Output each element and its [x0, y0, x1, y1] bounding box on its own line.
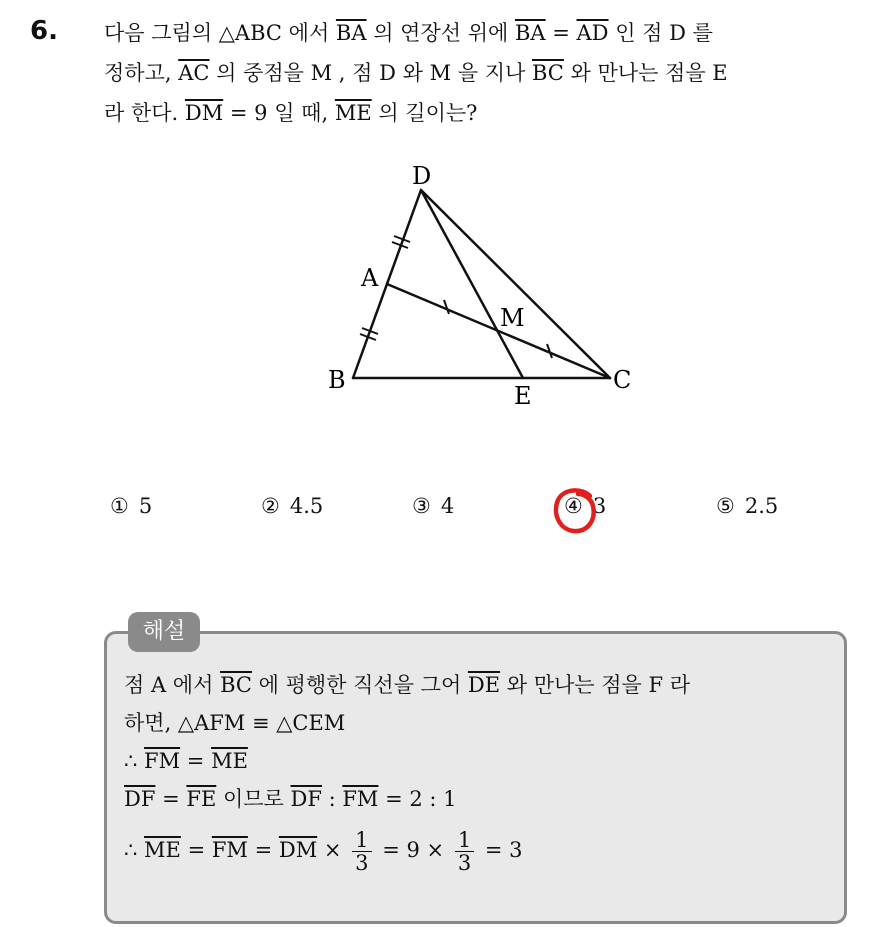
label-e: E	[514, 382, 532, 410]
question-number: 6.	[30, 16, 58, 46]
choice-5-number: ⑤	[716, 494, 735, 518]
s4-segment-fe: $\overline{FE}$	[186, 787, 217, 811]
s1-segment-bc: $\overline{BC}$	[220, 673, 252, 697]
segment-ad: $\overline{AD}$	[576, 21, 609, 45]
q1-text-a: 다음 그림의 △ABC 에서	[104, 21, 336, 45]
label-b: B	[328, 366, 346, 394]
segment-ba-2: $\overline{BA}$	[514, 21, 546, 45]
s4-segment-fm: $\overline{FM}$	[342, 787, 379, 811]
q2-text-a: 정하고,	[104, 61, 179, 85]
s3-segment-fm: $\overline{FM}$	[144, 749, 181, 773]
s1-b: 에 평행한 직선을 그어	[251, 673, 468, 697]
choice-4-number: ④	[564, 494, 583, 518]
q3-text-a: 라 한다.	[104, 101, 185, 125]
answer-circle-mark	[552, 486, 600, 536]
q3-text-b: = 9 일 때,	[223, 101, 335, 125]
fraction-one-third	[352, 829, 371, 874]
solution-line-3	[124, 744, 834, 782]
solution-line-5	[124, 820, 834, 880]
question-line-1	[104, 16, 864, 56]
solution-label: 해설	[128, 612, 200, 652]
s4-a: =	[155, 787, 187, 811]
solution-text	[124, 668, 834, 880]
choice-4-value: 3	[592, 494, 607, 518]
s1-a: 점 A 에서	[124, 673, 221, 697]
solution-line-1	[124, 668, 834, 706]
s3-a: ∴	[124, 749, 145, 773]
s3-b: =	[180, 749, 212, 773]
q1-text-c: =	[545, 21, 577, 45]
s4-segment-df: $\overline{DF}$	[124, 787, 156, 811]
choice-2-value: 4.5	[289, 494, 324, 518]
q1-text-d: 인 점 D 를	[608, 21, 713, 45]
s5-e: = 9 ×	[375, 838, 451, 862]
fraction-1-denominator: 3	[355, 851, 369, 875]
choice-1[interactable]	[110, 494, 152, 518]
segment-ac: $\overline{AC}$	[178, 61, 210, 85]
label-m: M	[500, 304, 525, 332]
choice-3[interactable]	[412, 494, 454, 518]
s4-c: :	[321, 787, 343, 811]
solution-line-2	[124, 706, 834, 744]
fraction-one-third-2	[455, 829, 474, 874]
s5-segment-me: $\overline{ME}$	[144, 838, 181, 862]
fraction-2-numerator: 1	[455, 829, 474, 852]
answer-choices	[0, 494, 884, 534]
label-c: C	[613, 366, 632, 394]
s5-a: ∴	[124, 838, 145, 862]
choice-1-value: 5	[138, 494, 153, 518]
s1-c: 와 만나는 점을 F 라	[500, 673, 691, 697]
segment-ba: $\overline{BA}$	[335, 21, 367, 45]
choice-3-number: ③	[412, 494, 431, 518]
question-line-3	[104, 96, 864, 136]
fraction-1-numerator: 1	[352, 829, 371, 852]
s5-segment-dm: $\overline{DM}$	[278, 838, 318, 862]
s5-b: =	[180, 838, 212, 862]
label-d: D	[412, 162, 432, 190]
s5-d: ×	[317, 838, 349, 862]
q1-text-b: 의 연장선 위에	[366, 21, 515, 45]
segment-bc: $\overline{BC}$	[531, 61, 564, 85]
triangle-figure	[300, 150, 660, 420]
label-a: A	[361, 264, 379, 292]
s4-d: = 2 : 1	[378, 787, 457, 811]
segment-me: $\overline{ME}$	[334, 101, 372, 125]
s5-f: = 3	[478, 838, 523, 862]
choice-2-number: ②	[261, 494, 280, 518]
line-de	[421, 190, 523, 378]
q2-text-c: 와 만나는 점을 E	[563, 61, 728, 85]
s1-segment-de: $\overline{DE}$	[467, 673, 501, 697]
choice-5-value: 2.5	[744, 494, 779, 518]
segment-dm: $\overline{DM}$	[184, 101, 224, 125]
s4-b: 이므로	[216, 787, 291, 811]
q2-text-b: 의 중점을 M , 점 D 와 M 을 지나	[209, 61, 532, 85]
s5-segment-fm: $\overline{FM}$	[211, 838, 248, 862]
s2-a: 하면, △AFM ≡ △CEM	[124, 711, 346, 735]
s4-segment-df-2: $\overline{DF}$	[290, 787, 322, 811]
fraction-2-denominator: 3	[457, 851, 472, 875]
choice-2[interactable]	[261, 494, 323, 518]
question-line-2	[104, 56, 864, 96]
choice-1-number: ①	[110, 494, 129, 518]
choice-5[interactable]	[716, 494, 778, 518]
s3-segment-me: $\overline{ME}$	[211, 749, 248, 773]
question-text	[104, 16, 864, 136]
line-dc	[421, 190, 610, 378]
s5-c: =	[247, 838, 279, 862]
choice-3-value: 4	[440, 494, 455, 518]
q3-text-c: 의 길이는?	[371, 101, 478, 125]
solution-line-4	[124, 782, 834, 820]
